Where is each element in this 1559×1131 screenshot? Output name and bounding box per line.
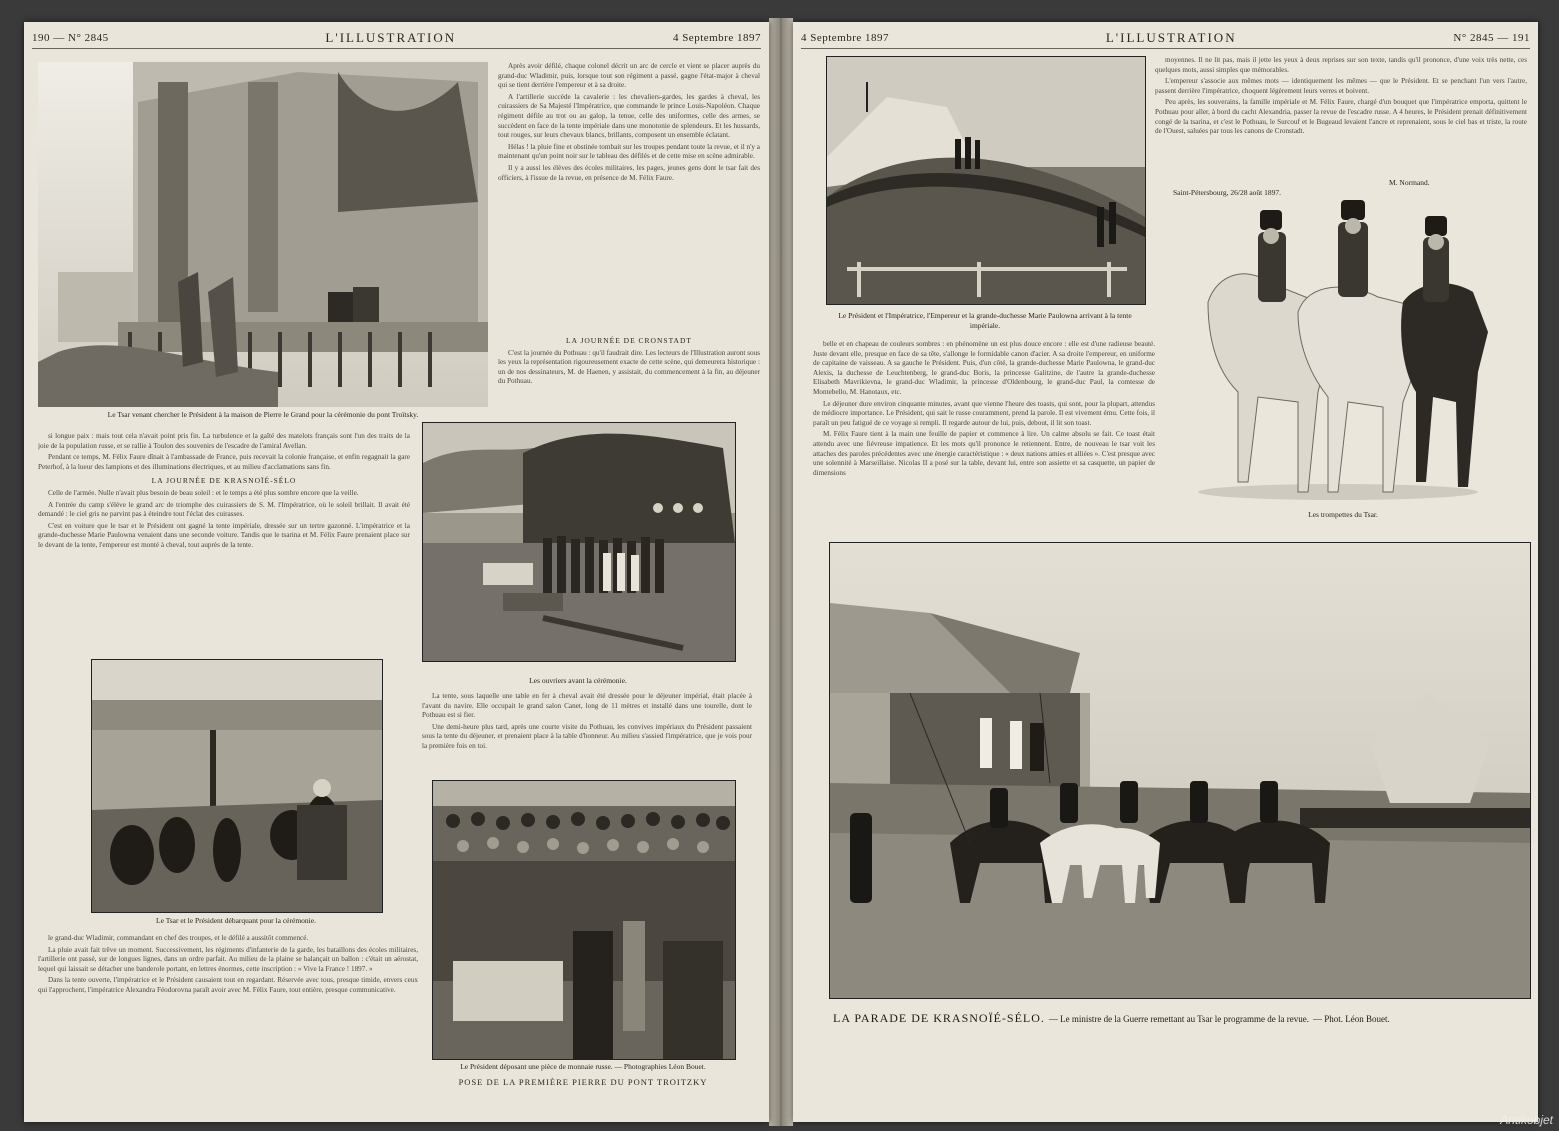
crowd-illustration (433, 781, 735, 1059)
photo-crowd (432, 780, 736, 1060)
parade-caption-sub: — Le ministre de la Guerre remettant au Tsar le programme de la revue. (1048, 1014, 1310, 1024)
left-text-column-middle: si longue paix : mais tout cela n'avait point pris fin. La turbulence et la gaîté des matelots français sont l'un des traits de la joie de la population russe, et se rallie à Toulon des souvenirs de l'escadre de l'amiral Avellan. Pendant ce temps, M. Félix Faure dînait à l'ambassade de France, puis recevait la colonie française, et enfin regagnait la gare Peterhof, à la lueur des lampions et des illuminations électriques, et au milieu d'acclamations sans fin. LA JOURNÉE DE KRASNOÏÉ-SÉLO Celle de l'armée. Nulle n'avait plus besoin de beau soleil : et le temps a été plus sombre encore que la veille. A l'entrée du camp s'élève le grand arc de triomphe des cuirassiers de S. M. l'Impératrice, où le soleil brillait. Il avait été demandé : le ciel gris ne parvint pas à éteindre tout l'éclat des cuirasses. C'est en voiture que le tsar et le Président ont gagné la tente impériale, dressée sur un tertre gazonné. L'impératrice et la grande-duchesse Marie Paulowna venaient dans une seconde voiture. Tandis que le tsarina et M. Félix Faure prenaient place sur le devant de la tente, l'empereur est monté à cheval, tout auprès de la tente. (38, 432, 410, 549)
workers-illustration (423, 423, 735, 661)
photo-workers-caption: Les ouvriers avant la cérémonie. (529, 676, 627, 685)
right-text-column-top: moyennes. Il ne lit pas, mais il jette les yeux à deux reprises sur son texte, tandis qu'il prononce, d'une voix très nette, ces quelques mots, aussi simples que mémorables. L'empereur s'associe aux mêmes mots — identiquement les mêmes — que le Président. Et se penchant l'un vers l'autre, passent derrière l'impératrice, choquent légèrement leurs verres et boivent. Peu après, les souverains, la famille impériale et M. Félix Faure, chargé d'un bouquet que l'impératrice emporta, quittent le Pothuau pour aller, à bord du cacht Alexandria, passer la revue de l'escadre russe. A 4 heures, le Président prenait définitivement congé de la tsarina, et c'est le Pothuau, le Surcouf et le Bugeaud levaient l'ancre et reprenaient, sous le ciel bas et triste, la route de l'Ouest, saluées par tous les canons de Cronstadt. (1155, 56, 1527, 136)
right-page (793, 22, 1538, 1122)
watermark: Antikobjet (1500, 1113, 1553, 1127)
photo-tsar-pavilion (38, 62, 488, 407)
landing-illustration (92, 660, 382, 912)
left-page-header (32, 28, 761, 49)
photo-tent-arrival (826, 56, 1146, 305)
parade-caption (833, 1011, 1533, 1026)
pavilion-illustration (38, 62, 488, 407)
photo-landing (91, 659, 383, 913)
section-heading-cronstadt: LA JOURNÉE DE CRONSTADT (566, 336, 692, 345)
bottom-title-pont-troitzky: POSE DE LA PREMIÈRE PIERRE DU PONT TROITZKY (458, 1077, 708, 1087)
left-masthead: L'ILLUSTRATION (325, 30, 457, 45)
right-page-header (801, 28, 1530, 49)
photo-tsar-pavilion-caption: Le Tsar venant chercher le Président à la maison de Pierre le Grand pour la cérémonie du pont Troïtsky. (107, 410, 419, 419)
photo-parade-krasnoie (829, 542, 1531, 999)
photo-trumpeters (1188, 192, 1498, 502)
left-text-column-bottom: le grand-duc Wladimir, commandant en chef des troupes, et le défilé a aussitôt commencé. La pluie avait fait trêve un moment. Successivement, les régiments d'infanterie de la garde, les bataillons des écoles militaires, l'artillerie ont passé, sur de longues lignes, dans un ordre parfait. Au milieu de la plaine se balançait un ballon : c'était un aérostat, lequel qui laissait se détacher une banderole portant, en lettres énormes, cette inscription : « Vive la France ! 1897. » Dans la tente ouverte, l'impératrice et le Président causaient tout en regardant. Réservée avec tous, presque timide, envers ceux qui l'approchent, l'impératrice Alexandra Féodorovna paraît avoir avec M. Félix Faure, tout entière, presque communicative. (38, 934, 418, 994)
parade-caption-title: LA PARADE DE KRASNOÏÉ-SÉLO. (833, 1011, 1045, 1025)
signature: M. Normand. (1389, 178, 1430, 187)
trumpeters-illustration (1188, 192, 1498, 502)
left-text-column-right: La tente, sous laquelle une table en fer à cheval avait été dressée pour le déjeuner impérial, était placée à l'avant du navire. Elle occupait le grand salon Canet, long de 11 mètres et installé dans une tourelle, dont le Pothuau est si fier. Une demi-heure plus tard, après une courte visite du Pothuau, les convives impériaux du Président passaient sous la tente du déjeuner, et prenaient place à la table d'honneur. Au milieu s'assied l'impératrice, que je vois pour la première fois en toi. (422, 692, 752, 750)
section-heading-krasnoie: LA JOURNÉE DE KRASNOÏÉ-SÉLO (151, 476, 297, 486)
photo-landing-caption: Le Tsar et le Président débarquant pour la cérémonie. (156, 916, 316, 925)
photo-crowd-caption: Le Président déposant une pièce de monnaie russe. — Photographies Léon Bouet. (460, 1062, 706, 1071)
tent-arrival-illustration (827, 57, 1145, 304)
right-date: 4 Septembre 1897 (801, 32, 890, 44)
parade-illustration (830, 543, 1530, 998)
parade-caption-credit: — Phot. Léon Bouet. (1313, 1014, 1390, 1024)
signature-place: Saint-Pétersbourg, 26/28 août 1897. (1173, 188, 1281, 197)
right-text-column-middle: belle et en chapeau de couleurs sombres : en phénomène un est plus douce encore : elle est d'une radieuse beauté. Juste devant elle, presque en face de sa tête, s'allonge le formidable canon d'acier. A sa droite l'empereur, en uniforme de capitaine de vaisseau. A sa gauche le Président. Puis, d'un côté, la grande-duchesse Marie Paulowna, le grand-duc Alexis, la duchesse de Leuchtenberg, le grand-duc Boris, la princesse Galitzine, de l'autre la grande-duchesse Elisabeth Mavrikievna, le grand-duc Wladimir, la princesse d'Oldenbourg, le grand-duc Paul, la comtesse de Montebello, M. Hanotaux, etc. Le déjeuner dure environ cinquante minutes, avant que vienne l'heure des toasts, qui sont, pour la plupart, attendus de médiocre importance. Le Président, qui sait le russe couramment, prend la parole. Il est vivement ému. Cette fois, il paraît un peu fatigué de ce voyage si rempli. Il regarde autour de lui, puis, debout, il lit son toast. M. Félix Faure tient à la main une feuille de papier et commence à lire. Un calme absolu se fait. Ce toast était attendu avec une fiévreuse impatience. Et les mots qu'il prononce le retiennent. Entre, de nouveau le tsar voit les attaches des paroles précédentes avec une énergie caractéristique : « deux nations amies et alliées ». C'est presque avec une solennité à Marseillaise. Nicolas II a posé sur la table, devant lui, entre son assiette et sa casquette, un papier de dimensions (813, 340, 1155, 477)
right-page-number: N° 2845 — 191 (1453, 32, 1530, 44)
left-issue-number: — N° 2845 (53, 32, 109, 44)
left-page-number: 190 (32, 32, 50, 44)
left-text-column-top: Après avoir défilé, chaque colonel décrit un arc de cercle et vient se placer auprès du grand-duc Wladimir, puis, lorsque tout son régiment a passé, gagne l'état-major à cheval qui se tient derrière l'empereur et à sa droite. A l'artillerie succède la cavalerie : les chevaliers-gardes, les gardes à cheval, les cuirassiers de Sa Majesté l'Impératrice, que commande le prince Louis-Napoléon. Chaque régiment défile au trot ou au galop, la tenue, celle des uniformes, celle des armes, se succèdent en face de la tente impériale dans une monotonie de splendeurs. Et les hussards, tout rouges, sur leurs chevaux blancs, brillants, composent un ensemble éclatant. Hélas ! la pluie fine et obstinée tombait sur les troupes pendant toute la revue, et il n'y a maintenant qu'un point noir sur le tableau des défilés et de cette mise en scène admirable. Il y a aussi les élèves des écoles militaires, les pages, jeunes gens dont le tsar fait des officiers, à l'issue de la revue, en présence de M. Félix Faure. (498, 62, 760, 182)
left-text-cronstadt: LA JOURNÉE DE CRONSTADT C'est la journée du Pothuau : qu'il faudrait dire. Les lecteurs de l'Illustration auront sous les yeux la représentation rigoureusement exacte de cette scène, qui demeurera historique : un de nos dessinateurs, M. de Haenen, y assistait, du commencement à la fin, au déjeuner du Pothuau. (498, 336, 760, 386)
left-page (24, 22, 769, 1122)
photo-workers (422, 422, 736, 662)
left-date: 4 Septembre 1897 (672, 32, 761, 44)
photo-tent-arrival-caption: Le Président et l'Impératrice, l'Empereur et la grande-duchesse Marie Paulowna arrivant à la tente impériale. (838, 311, 1132, 330)
photo-trumpeters-caption: Les trompettes du Tsar. (1308, 510, 1378, 519)
right-masthead: L'ILLUSTRATION (1105, 30, 1237, 45)
book-spine (769, 18, 793, 1126)
